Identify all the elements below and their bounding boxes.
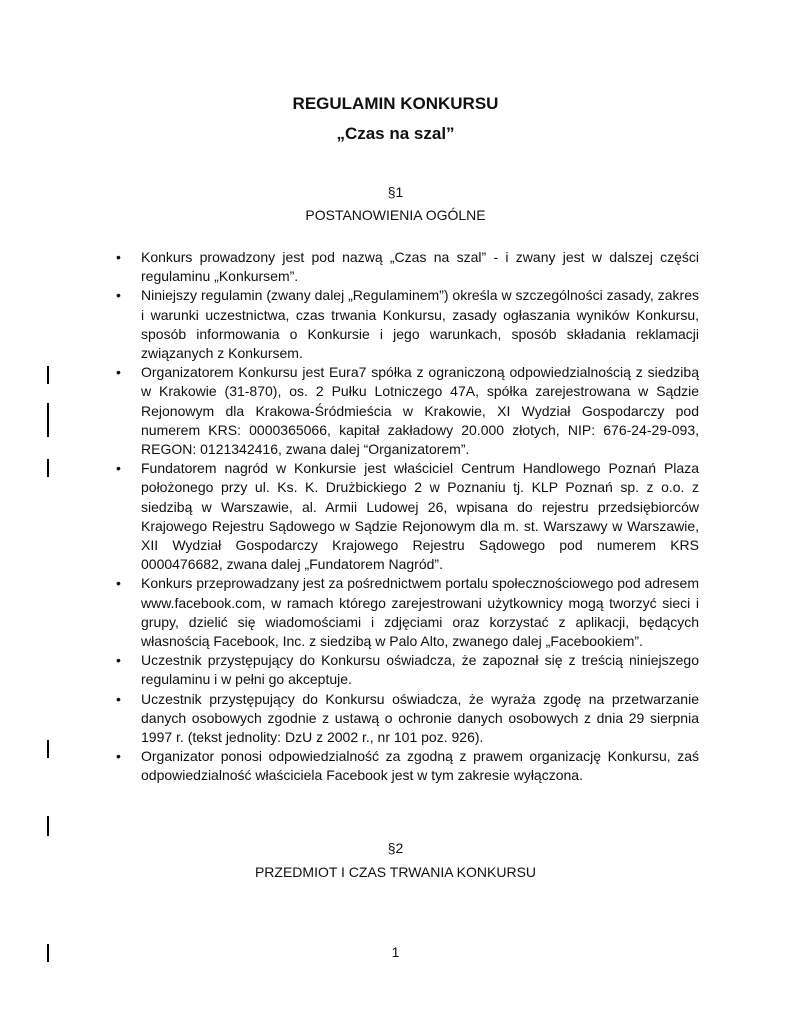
list-item-text: Uczestnik przystępujący do Konkursu oświadcza, że wyraża zgodę na przetwarzanie danych osobowych zgodnie z ustawą o ochronie danych osobowych z dnia 29 sierpnia 1997 r. (tekst jednolity: DzU z 2002 r., nr 101 poz. 926). — [141, 690, 699, 746]
change-bar — [47, 366, 49, 384]
bullet: • — [116, 364, 121, 381]
list-item — [116, 747, 699, 785]
list-item-text: Organizator ponosi odpowiedzialność za zgodną z prawem organizację Konkursu, zaś odpowiedzialność właściciela Facebook jest w tym zakresie wyłączona. — [141, 748, 699, 784]
bullet: • — [116, 748, 121, 765]
document-subtitle: „Czas na szal” — [336, 124, 455, 143]
bullet: • — [116, 575, 121, 592]
bullet: • — [116, 690, 121, 707]
list-item — [116, 651, 699, 689]
list-item — [116, 459, 699, 574]
document-title: REGULAMIN KONKURSU — [292, 94, 499, 113]
list-item-text: Organizatorem Konkursu jest Eura7 spółka z ograniczoną odpowiedzialnością z siedzibą w Krakowie (31-870), os. 2 Pułku Lotniczego 47A, spółka zarejestrowana w Sądzie Rejonowym dla Krakowa-Śródmieścia w Krakowie, XI Wydział Gospodarczy pod numerem KRS: 0000365066, kapitał zakładowy 20.000 złotych, NIP: 676-24-29-093, REGON: 0121342416, zwana dalej “Organizatorem”. — [141, 364, 699, 458]
list-item-text: Konkurs prowadzony jest pod nazwą „Czas na szal” - i zwany jest w dalszej części regulaminu „Konkursem”. — [141, 249, 699, 285]
list-item — [116, 248, 699, 286]
section-1-heading: POSTANOWIENIA OGÓLNE — [305, 207, 486, 223]
list-item-text: Niniejszy regulamin (zwany dalej „Regulaminem”) określa w szczególności zasady, zakres i warunki uczestnictwa, czas trwania Konkursu, zasady ogłaszania wyników Konkursu, sposób informowania o Konkursie i jego warunkach, sposób składania reklamacji związanych z Konkursem. — [141, 287, 699, 362]
list-item-text: Fundatorem nagród w Konkursie jest właściciel Centrum Handlowego Poznań Plaza położonego przy ul. Ks. K. Drużbickiego 2 w Poznaniu tj. KLP Poznań sp. z o.o. z siedzibą w Warszawie, al. Armii Ludowej 26, wpisana do rejestru przedsiębiorców Krajowego Rejestru Sądowego w Sądzie Rejonowym dla m. st. Warszawy w Warszawie, XII Wydział Gospodarczy Krajowego Rejestru Sądowego pod numerem KRS 0000476682, zwana dalej „Fundatorem Nagród”. — [141, 460, 699, 573]
bullet: • — [116, 287, 121, 304]
list-item — [116, 286, 699, 363]
list-item — [116, 574, 699, 651]
list-item-text: Uczestnik przystępujący do Konkursu oświadcza, że zapoznał się z treścią niniejszego regulaminu i w pełni go akceptuje. — [141, 652, 699, 688]
change-bar — [47, 403, 49, 437]
section-1-number: §1 — [387, 184, 404, 200]
change-bar — [47, 816, 49, 836]
bullet: • — [116, 652, 121, 669]
list-item — [116, 690, 699, 748]
section-2-number: §2 — [387, 840, 404, 856]
change-bar — [47, 740, 49, 758]
list-item-text: Konkurs przeprowadzany jest za pośrednictwem portalu społecznościowego pod adresem www.facebook.com, w ramach którego zarejestrowani użytkownicy mogą tworzyć sieci i grupy, dzielić się wiadomościami i zdjęciami oraz korzystać z aplikacji, będących własnością Facebook, Inc. z siedzibą w Palo Alto, zwanego dalej „Facebookiem”. — [141, 575, 699, 650]
list-item — [116, 363, 699, 459]
change-bar — [47, 459, 49, 477]
bullet: • — [116, 249, 121, 265]
section-1-list — [116, 248, 699, 786]
page-number: 1 — [391, 944, 400, 960]
bullet: • — [116, 460, 121, 477]
section-2-heading: PRZEDMIOT I CZAS TRWANIA KONKURSU — [254, 864, 537, 880]
